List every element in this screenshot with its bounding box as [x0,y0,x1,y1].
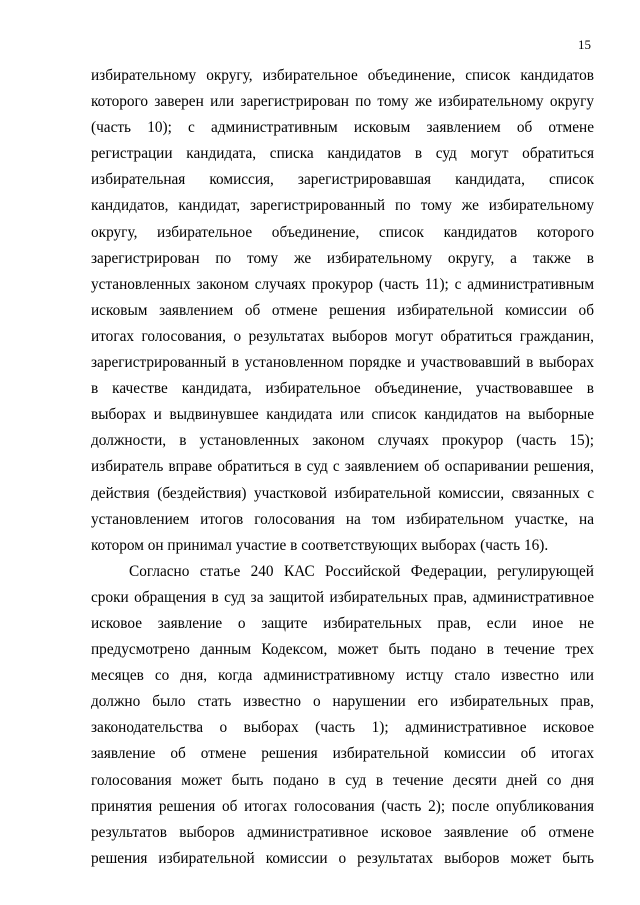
text-line: избирательная комиссия, зарегистрировавшая кандидата, список [91,171,594,189]
text-line: избиратель вправе обратиться в суд с заявлением об оспаривании решения, [91,458,594,476]
body-text [91,63,594,872]
text-line: округу, избирательное объединение, список кандидатов которого [91,223,594,241]
text-line: регистрации кандидата, списка кандидатов в суд могут обратиться [91,145,594,163]
text-line: месяцев со дня, когда административному истцу стало известно или [91,667,594,685]
page-number: 15 [578,37,591,52]
text-line: законодательства о выборах (часть 1); административное исковое [91,719,594,737]
text-line: принятия решения об итогах голосования (часть 2); после опубликования [91,797,594,815]
paragraph-last-line: котором он принимал участие в соответствующих выборах (часть 16). [91,536,549,554]
text-line: кандидатов, кандидат, зарегистрированный по тому же избирательному [91,197,594,215]
text-line: которого заверен или зарегистрирован по тому же избирательному округу [91,93,594,111]
text-line: заявление об отмене решения избирательной комиссии об итогах [91,745,594,763]
text-line: установлением итогов голосования на том избирательном участке, на [91,510,594,528]
text-line: избирательному округу, избирательное объединение, список кандидатов [91,67,594,84]
text-line: исковое заявление о защите избирательных прав, если иное не [91,614,594,632]
text-line: установленных законом случаях прокурор (часть 11); с административным [91,275,594,293]
text-line: предусмотрено данным Кодексом, может быть подано в течение трех [91,641,594,659]
text-line: итогах голосования, о результатах выборов могут обратиться гражданин, [91,327,594,345]
paragraph-first-line: Согласно статье 240 КАС Российской Федерации, регулирующей [129,562,594,580]
text-line: сроки обращения в суд за защитой избирательных прав, административное [91,588,594,606]
text-line: должно было стать известно о нарушении его избирательных прав, [91,693,594,711]
text-line: решения избирательной комиссии о результатах выборов может быть [91,849,594,867]
text-line: в качестве кандидата, избирательное объединение, участвовавшее в [91,380,594,398]
text-line: выборах и выдвинувшее кандидата или список кандидатов на выборные [91,406,594,424]
text-line: должности, в установленных законом случаях прокурор (часть 15); [91,432,594,450]
text-line: голосования может быть подано в суд в течение десяти дней со дня [91,771,594,789]
text-line: (часть 10); с административным исковым заявлением об отмене [91,119,594,137]
text-line: зарегистрирован по тому же избирательному округу, а также в [91,249,594,267]
text-line: зарегистрированный в установленном порядке и участвовавший в выборах [91,354,594,372]
text-line: результатов выборов административное исковое заявление об отмене [91,823,594,841]
text-line: исковым заявлением об отмене решения избирательной комиссии об [91,301,594,319]
text-line: действия (бездействия) участковой избирательной комиссии, связанных с [91,484,594,502]
